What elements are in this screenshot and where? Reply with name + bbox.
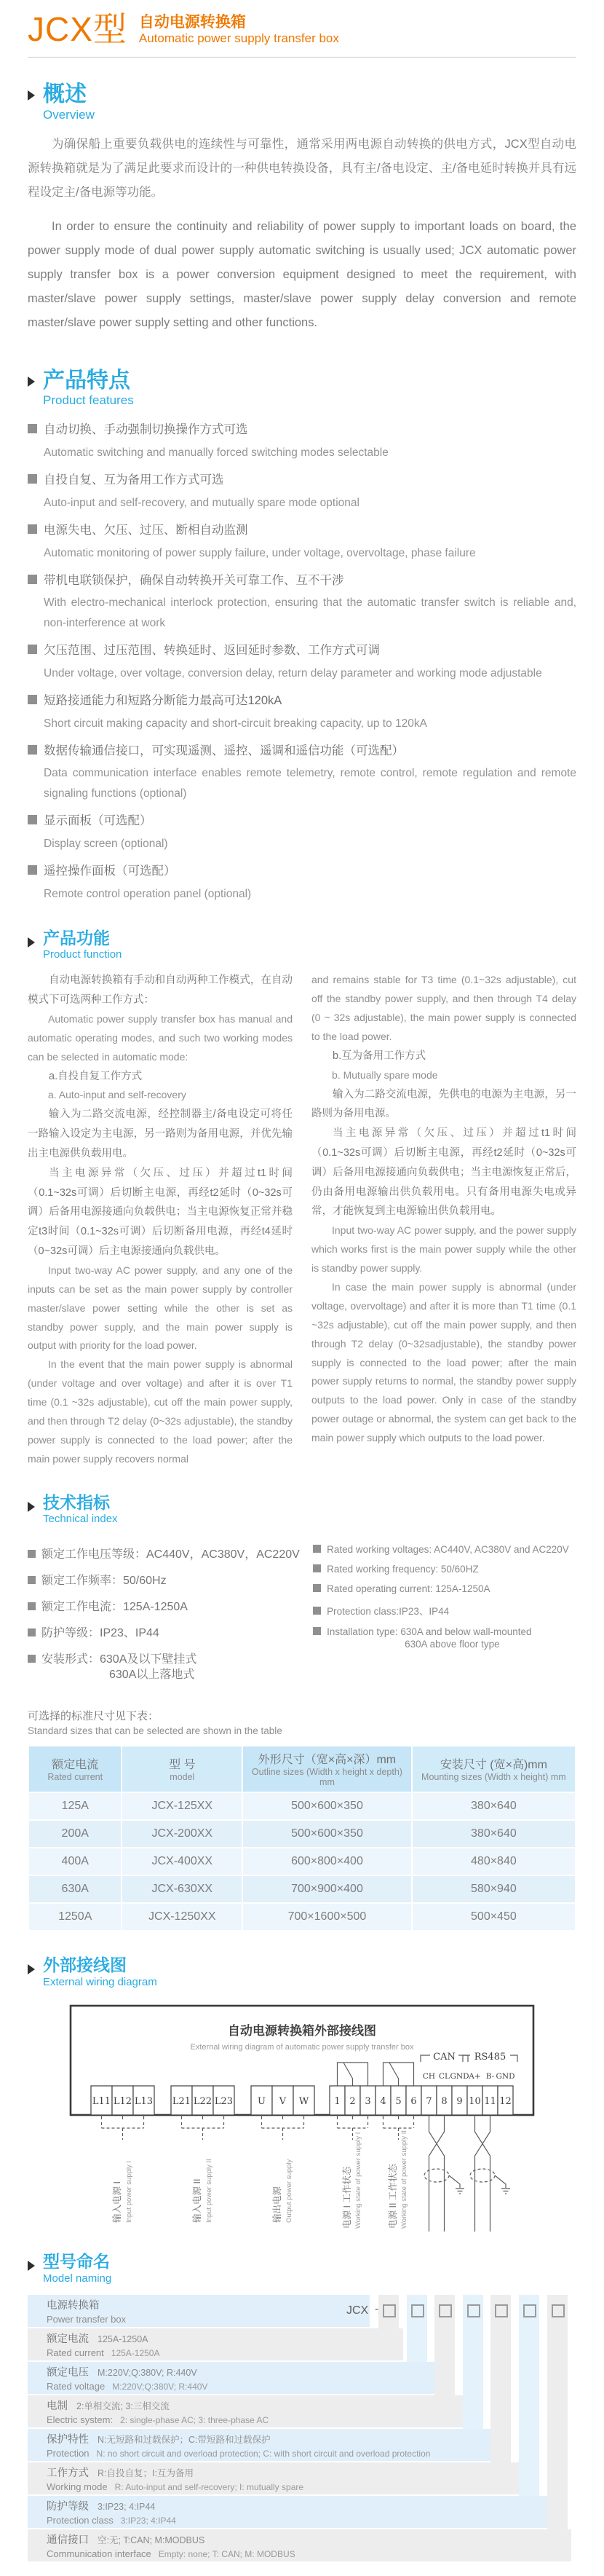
square-bullet-icon bbox=[313, 1607, 321, 1615]
tech-item bbox=[28, 1650, 313, 1684]
naming-zh-desc: 125A-1250A bbox=[98, 2333, 148, 2344]
feature-en: Under voltage, over voltage, conversion delay, return delay parameter and working mode adjustable bbox=[44, 667, 542, 680]
square-bullet-icon bbox=[28, 474, 37, 484]
table-cell: 600×800×400 bbox=[243, 1848, 411, 1875]
naming-en-desc: N: no short circuit and overload protection; C: with short circuit and overload protection bbox=[96, 2448, 431, 2459]
tech-text-line2: 630A above floor type bbox=[405, 1639, 500, 1650]
table-cell: 480×840 bbox=[413, 1848, 575, 1875]
table-intro-en: Standard sizes that can be selected are shown in the table bbox=[28, 1725, 282, 1737]
terminal: 11 bbox=[484, 2096, 496, 2108]
naming-zh-label: 电制 bbox=[47, 2400, 68, 2412]
section-marker-icon bbox=[28, 1502, 35, 1512]
diagram-title-en: External wiring diagram of automatic power supply transfer box bbox=[190, 2043, 414, 2052]
terminal: 6 bbox=[410, 2096, 417, 2108]
page-header bbox=[28, 12, 576, 47]
table-row bbox=[29, 1793, 575, 1819]
section-marker-icon bbox=[28, 2261, 35, 2271]
naming-row bbox=[28, 2295, 370, 2327]
tech-text: 额定工作频率：50/60Hz bbox=[41, 1575, 167, 1588]
table-cell: JCX-125XX bbox=[122, 1793, 242, 1819]
table-cell: 500×450 bbox=[413, 1904, 575, 1930]
group-label-en: Working state of power supply I bbox=[354, 2132, 362, 2229]
naming-en-label: Power transfer box bbox=[47, 2313, 127, 2325]
terminal: V bbox=[279, 2096, 287, 2108]
section-title-en: Product features bbox=[43, 393, 134, 408]
section-title-zh: 产品特点 bbox=[43, 368, 130, 393]
function-paragraph: a.自投自复工作方式 bbox=[49, 1070, 143, 1082]
naming-zh-label: 工作方式 bbox=[47, 2467, 89, 2479]
feature-en: Remote control operation panel (optional) bbox=[44, 887, 252, 900]
naming-en-desc: 3:IP23; 4:IP44 bbox=[120, 2515, 176, 2526]
group-label-en: Input power supply I bbox=[125, 2161, 133, 2224]
function-paragraph: 当主电源异常（欠压、过压）并超过t1时间（0.1~32s可调）后切断主电源，再经t2延时（0~32s可调）后备用电源接通向负载供电；当主电源恢复正常后，仍由备用电源输出供负载用电。只有备用电源失电或异常，才能恢复到主电源输出供负载用电。 bbox=[311, 1127, 576, 1218]
tech-text: 额定工作电压等级：AC440V，AC380V，AC220V bbox=[41, 1548, 300, 1561]
table-cell: 380×640 bbox=[413, 1793, 575, 1819]
terminal: W bbox=[298, 2096, 309, 2108]
tech-text: Installation type: 630A and below wall-mounted bbox=[327, 1626, 532, 1638]
group-label-en: Working state of power supply II bbox=[400, 2130, 408, 2229]
terminal: L23 bbox=[214, 2096, 234, 2108]
feature-en: Auto-input and self-recovery, and mutually spare mode optional bbox=[44, 497, 359, 509]
section-title-en: Technical index bbox=[43, 1513, 118, 1526]
function-paragraph: 当主电源异常（欠压、过压）并超过t1时间（0.1~32s可调）后切断主电源，再经t2延时（0~32s可调）后备用电源接通向负载供电；当主电源恢复正常并稳定t3时间（0.1~32s可调）后切断备用电源，再经t4延时（0~32s可调）后主电源接通向负载供电。 bbox=[28, 1167, 293, 1258]
table-cell: 200A bbox=[29, 1821, 121, 1847]
tech-index bbox=[28, 1535, 576, 1693]
square-bullet-icon bbox=[28, 1550, 36, 1558]
square-bullet-icon bbox=[28, 424, 37, 433]
terminal: 9 bbox=[456, 2096, 463, 2108]
feature-item bbox=[28, 468, 576, 513]
table-cell: JCX-400XX bbox=[122, 1848, 242, 1875]
model-naming-diagram bbox=[28, 2295, 576, 2566]
feature-zh: 自动切换、手动强制切换操作方式可选 bbox=[44, 423, 248, 437]
table-cell: JCX-1250XX bbox=[122, 1904, 242, 1930]
feature-en: Short circuit making capacity and short-circuit breaking capacity, up to 120kA bbox=[44, 717, 427, 730]
feature-en: Automatic monitoring of power supply failure, under voltage, overvoltage, phase failure bbox=[44, 546, 476, 559]
square-bullet-icon bbox=[28, 1602, 36, 1610]
tech-item bbox=[28, 1545, 313, 1561]
terminal: 7 bbox=[426, 2096, 432, 2108]
feature-en: With electro-mechanical interlock protection, ensuring that the automatic transfer switch is reliable and, non-interference at work bbox=[44, 596, 576, 630]
square-bullet-icon bbox=[28, 815, 37, 824]
product-title-en: Automatic power supply transfer box bbox=[138, 31, 339, 46]
function-paragraph: b. Mutually spare mode bbox=[332, 1068, 438, 1081]
naming-en-label: Working mode bbox=[47, 2481, 108, 2492]
model-code-box bbox=[467, 2304, 480, 2317]
naming-zh-desc: R:自投自复；I:互为备用 bbox=[98, 2467, 194, 2478]
square-bullet-icon bbox=[28, 1576, 36, 1584]
naming-zh-desc: M:220V;Q:380V; R:440V bbox=[98, 2367, 197, 2378]
feature-item bbox=[28, 739, 576, 805]
terminal: L21 bbox=[172, 2096, 191, 2108]
naming-zh-label: 防护等级 bbox=[47, 2500, 89, 2513]
function-paragraph: a. Auto-input and self-recovery bbox=[48, 1089, 186, 1101]
can-twisted-pair bbox=[424, 2115, 464, 2232]
section-title-zh: 产品功能 bbox=[43, 928, 110, 948]
standard-sizes-table bbox=[28, 1745, 576, 1931]
feature-list bbox=[28, 418, 576, 904]
function-paragraph: In case the main power supply is abnormal (under voltage, overvoltage) and after it is more than T1 time (0.1 ~32s adjustable), cut off the main power supply, and then through T2 delay (0~32sadjustable), the standby power supply is connected to the load power; after the main power supply returns to normal, the standby power supply outputs to the load power. Only in case of the standby power outage or abnormal, the system can get back to the main power supply which outputs to the load power. bbox=[311, 1280, 576, 1444]
table-cell: 580×940 bbox=[413, 1876, 575, 1902]
naming-row bbox=[28, 2496, 547, 2528]
table-intro-zh: 可选择的标准尺寸见下表： bbox=[28, 1710, 159, 1723]
square-bullet-icon bbox=[28, 695, 37, 704]
function-column-right bbox=[311, 971, 576, 1468]
group-label-zh: 电源 I 工作状态 bbox=[342, 2166, 352, 2229]
terminal: 1 bbox=[334, 2096, 341, 2108]
tech-item bbox=[313, 1583, 576, 1594]
header-en: Rated current bbox=[47, 1772, 103, 1783]
ground-symbol bbox=[449, 2175, 464, 2194]
feature-item bbox=[28, 519, 576, 564]
table-header-cell bbox=[122, 1746, 242, 1792]
section-marker-icon bbox=[28, 1964, 35, 1974]
pin-label: B- bbox=[485, 2072, 495, 2081]
header-divider bbox=[28, 57, 576, 58]
feature-zh: 遥控操作面板（可选配） bbox=[44, 864, 176, 878]
header-en: Outline sizes (Width x height x depth) mm bbox=[251, 1767, 402, 1788]
diagram-title-zh: 自动电源转换箱外部接线图 bbox=[228, 2024, 376, 2039]
table-header-cell bbox=[413, 1746, 575, 1792]
section-function-head bbox=[28, 929, 576, 961]
model-prefix: JCX bbox=[346, 2304, 369, 2317]
header-en: model bbox=[170, 1772, 195, 1783]
square-bullet-icon bbox=[313, 1564, 321, 1572]
feature-zh: 欠压范围、过压范围、转换延时、返回延时参数、工作方式可调 bbox=[44, 644, 380, 658]
table-cell: 400A bbox=[29, 1848, 121, 1875]
tech-item bbox=[28, 1597, 313, 1614]
table-cell: 500×600×350 bbox=[243, 1793, 411, 1819]
naming-zh-label: 保护特性 bbox=[47, 2433, 89, 2446]
section-marker-icon bbox=[28, 377, 35, 387]
feature-item bbox=[28, 569, 576, 634]
function-paragraph: Automatic power supply transfer box has manual and automatic operating modes, and such two working modes can be selected in automatic mode: bbox=[28, 1012, 293, 1063]
feature-item bbox=[28, 859, 576, 905]
tech-text: Rated operating current: 125A-1250A bbox=[327, 1583, 490, 1595]
section-marker-icon bbox=[28, 937, 35, 948]
square-bullet-icon bbox=[313, 1545, 321, 1553]
tech-item bbox=[313, 1564, 576, 1575]
section-wiring-head bbox=[28, 1956, 576, 1988]
feature-en: Automatic switching and manually forced switching modes selectable bbox=[44, 446, 389, 460]
naming-en-label: Communication interface bbox=[47, 2548, 151, 2559]
table-header-cell bbox=[29, 1746, 121, 1792]
header-zh: 型 号 bbox=[169, 1759, 196, 1772]
naming-row bbox=[28, 2462, 519, 2494]
feature-zh: 短路接通能力和短路分断能力最高可达120kA bbox=[44, 693, 282, 707]
naming-row bbox=[28, 2529, 571, 2561]
product-title-block bbox=[139, 12, 339, 47]
function-paragraph: Input two-way AC power supply, and the power supply which works first is the main power supply while the other is standby power supply. bbox=[311, 1224, 576, 1275]
table-cell: 700×1600×500 bbox=[243, 1904, 411, 1930]
pin-label: CH bbox=[422, 2072, 436, 2081]
terminal: L12 bbox=[113, 2096, 132, 2108]
terminal: 12 bbox=[499, 2096, 512, 2108]
model-code-box bbox=[523, 2304, 536, 2317]
section-title-en: Product function bbox=[43, 948, 122, 961]
table-cell: 1250A bbox=[29, 1904, 121, 1930]
feature-item bbox=[28, 639, 576, 684]
group-label-zh: 输入电源 II bbox=[192, 2178, 202, 2224]
overview-paragraph-en: In order to ensure the continuity and reliability of power supply to important loads on board, the power supply mode of dual power supply automatic switching is usually used; JCX automatic power supply transfer box is a power conversion equipment designed to meet the requirement, with master/slave power supply settings, master/slave power supply delay conversion and remote master/slave power supply setting and other functions. bbox=[28, 219, 576, 329]
naming-en-desc: 2: single-phase AC; 3: three-phase AC bbox=[120, 2414, 269, 2425]
tech-text: 额定工作电流：125A-1250A bbox=[41, 1601, 188, 1614]
rs485-label: RS485 bbox=[474, 2052, 506, 2063]
model-dash: - bbox=[375, 2302, 379, 2315]
square-bullet-icon bbox=[313, 1627, 321, 1635]
function-columns bbox=[28, 971, 576, 1468]
tech-item bbox=[313, 1603, 576, 1618]
naming-zh-desc: N:无短路和过载保护；C:带短路和过载保护 bbox=[98, 2434, 271, 2445]
ground-symbol bbox=[495, 2175, 510, 2194]
table-row bbox=[29, 1876, 575, 1902]
naming-en-label: Protection class bbox=[47, 2514, 114, 2526]
code-column bbox=[547, 2295, 568, 2561]
feature-zh: 电源失电、欠压、过压、断相自动监测 bbox=[44, 523, 248, 537]
group-label-zh: 电源 II 工作状态 bbox=[388, 2164, 398, 2229]
table-row bbox=[29, 1821, 575, 1847]
tech-text: Protection class:IP23、IP44 bbox=[327, 1606, 450, 1618]
feature-zh: 数据传输通信接口，可实现遥测、遥控、遥调和遥信功能（可选配） bbox=[44, 744, 404, 757]
square-bullet-icon bbox=[28, 575, 37, 584]
section-overview-head bbox=[28, 82, 576, 122]
feature-item bbox=[28, 809, 576, 854]
function-paragraph: In the event that the main power supply is abnormal (under voltage and over voltage) and after it is over T1 time (0.1 ~32s adjustable), cut off the main power supply, and then through T2 delay (0~32s adjustable), the standby power supply is connected to the load power; after the main power supply recovers normal bbox=[28, 1358, 293, 1465]
feature-item bbox=[28, 689, 576, 734]
naming-zh-label: 额定电压 bbox=[47, 2366, 89, 2379]
function-paragraph: and remains stable for T3 time (0.1~32s adjustable), cut off the standby power supply, and then through T4 delay (0 ~ 32s adjustable), the main power supply is connected to the load power. bbox=[311, 974, 576, 1043]
function-paragraph: 输入为二路交流电源，先供电的电源为主电源，另一路则为备用电源。 bbox=[311, 1088, 576, 1120]
tech-text-line2: 630A以上落地式 bbox=[109, 1669, 195, 1682]
function-paragraph: 输入为二路交流电源，经控制器主/备电设定可将任一路输入设定为主电源，另一路则为备用电源，并优先输出主电源供负载用电。 bbox=[28, 1108, 293, 1159]
model-code-box bbox=[552, 2304, 565, 2317]
naming-row bbox=[28, 2395, 463, 2427]
tech-column-zh bbox=[28, 1535, 313, 1693]
terminal: L13 bbox=[134, 2096, 154, 2108]
overview-paragraph-zh: 为确保船上重要负载供电的连续性与可靠性，通常采用两电源自动转换的供电方式，JCX型自动电源转换箱就是为了满足此要求而设计的一种供电转换设备，具有主/备电设定、主/备电延时转换并具有远程设定主/备电源等功能。 bbox=[28, 137, 576, 199]
square-bullet-icon bbox=[28, 1628, 36, 1636]
pin-label: GND bbox=[496, 2072, 515, 2081]
tech-text: Rated working voltages: AC440V, AC380V and AC220V bbox=[327, 1544, 569, 1556]
terminal: 4 bbox=[380, 2096, 386, 2108]
product-model: JCX型 bbox=[28, 10, 127, 48]
terminal: 8 bbox=[441, 2096, 448, 2108]
feature-zh: 带机电联锁保护，确保自动转换开关可靠工作、互不干涉 bbox=[44, 573, 344, 587]
terminal: 5 bbox=[395, 2096, 402, 2108]
terminal: L22 bbox=[193, 2096, 212, 2108]
group-label-en: Output power supply bbox=[285, 2159, 293, 2224]
table-cell: 630A bbox=[29, 1876, 121, 1902]
table-row bbox=[29, 1848, 575, 1875]
feature-en: Display screen (optional) bbox=[44, 838, 168, 850]
rs485-twisted-pair bbox=[470, 2115, 510, 2232]
tech-text: 安装形式：630A及以下壁挂式 bbox=[41, 1653, 197, 1666]
product-title-zh: 自动电源转换箱 bbox=[138, 14, 246, 31]
model-code-box bbox=[411, 2304, 424, 2317]
naming-row bbox=[28, 2328, 403, 2360]
naming-en-desc: M:220V;Q:380V; R:440V bbox=[112, 2381, 208, 2392]
section-title-zh: 型号命名 bbox=[43, 2252, 110, 2272]
square-bullet-icon bbox=[28, 524, 37, 534]
model-code-box bbox=[495, 2304, 508, 2317]
square-bullet-icon bbox=[313, 1584, 321, 1592]
feature-zh: 自投自复、互为备用工作方式可选 bbox=[44, 473, 224, 487]
tech-item bbox=[28, 1623, 313, 1640]
tech-column-en bbox=[313, 1535, 576, 1693]
terminal: L11 bbox=[92, 2096, 111, 2108]
table-cell: 500×600×350 bbox=[243, 1821, 411, 1847]
naming-zh-label: 通信接口 bbox=[47, 2534, 89, 2546]
model-code-box bbox=[439, 2304, 452, 2317]
code-column bbox=[519, 2295, 539, 2528]
naming-zh-label: 电源转换箱 bbox=[47, 2299, 100, 2312]
section-title-zh: 技术指标 bbox=[43, 1492, 110, 1512]
table-row bbox=[29, 1904, 575, 1930]
feature-item bbox=[28, 418, 576, 463]
section-title-en: Model naming bbox=[43, 2272, 112, 2285]
table-cell: JCX-630XX bbox=[122, 1876, 242, 1902]
terminal: 2 bbox=[349, 2096, 356, 2108]
function-column-left bbox=[28, 971, 293, 1468]
naming-en-desc: R: Auto-input and self-recovery; I: mutually spare bbox=[114, 2481, 304, 2492]
naming-en-label: Rated current bbox=[47, 2347, 104, 2358]
feature-zh: 显示面板（可选配） bbox=[44, 814, 152, 828]
pin-label: CL bbox=[438, 2072, 450, 2081]
section-title-en: Overview bbox=[43, 107, 95, 122]
square-bullet-icon bbox=[28, 745, 37, 755]
table-cell: JCX-200XX bbox=[122, 1821, 242, 1847]
tech-item bbox=[313, 1544, 576, 1555]
tech-item bbox=[313, 1626, 576, 1652]
naming-en-label: Protection bbox=[47, 2447, 90, 2459]
naming-en-desc: Empty: none; T: CAN; M: MODBUS bbox=[158, 2548, 295, 2559]
table-header-cell bbox=[243, 1746, 411, 1792]
function-paragraph: Input two-way AC power supply, and any one of the inputs can be set as the main power supply by controller master/slave power setting while the other is set as standby power supply, and the main power supply is output with priority for the load power. bbox=[28, 1264, 293, 1352]
terminal: 3 bbox=[365, 2096, 371, 2108]
pin-label: A+ bbox=[469, 2072, 481, 2081]
group-label-zh: 输入电源 I bbox=[112, 2181, 122, 2224]
section-marker-icon bbox=[28, 90, 35, 101]
naming-zh-label: 额定电流 bbox=[47, 2333, 89, 2345]
header-zh: 外形尺寸（宽×高×深）mm bbox=[258, 1754, 397, 1767]
group-label-zh: 输出电源 bbox=[272, 2186, 282, 2224]
group-brackets bbox=[102, 2115, 414, 2140]
naming-en-desc: 125A-1250A bbox=[111, 2347, 160, 2358]
square-bullet-icon bbox=[28, 865, 37, 875]
table-cell: 380×640 bbox=[413, 1821, 575, 1847]
naming-en-label: Electric system: bbox=[47, 2414, 114, 2425]
wiring-diagram bbox=[69, 2004, 535, 2234]
square-bullet-icon bbox=[28, 645, 37, 654]
naming-zh-desc: 2:单相交流; 3:三相交流 bbox=[76, 2400, 170, 2411]
model-code-box bbox=[383, 2304, 396, 2317]
feature-en: Data communication interface enables remote telemetry, remote control, remote regulation and remote signaling functions (optional) bbox=[44, 767, 576, 800]
naming-zh-desc: 3:IP23; 4:IP44 bbox=[98, 2501, 156, 2512]
table-cell: 700×900×400 bbox=[243, 1876, 411, 1902]
terminal-strip bbox=[91, 2086, 513, 2115]
can-label: CAN bbox=[433, 2052, 456, 2063]
header-en: Mounting sizes (Width x height) mm bbox=[421, 1772, 566, 1783]
function-paragraph: 自动电源转换箱有手动和自动两种工作模式，在自动模式下可选两种工作方式： bbox=[28, 974, 293, 1007]
function-paragraph: b.互为备用工作方式 bbox=[333, 1049, 426, 1062]
terminal: U bbox=[258, 2096, 266, 2108]
naming-en-label: Rated voltage bbox=[47, 2380, 106, 2392]
section-naming-head bbox=[28, 2253, 576, 2285]
naming-row bbox=[28, 2362, 434, 2394]
section-title-zh: 概述 bbox=[43, 82, 87, 107]
header-zh: 额定电流 bbox=[52, 1759, 99, 1772]
tech-text: 防护等级：IP23、IP44 bbox=[41, 1627, 159, 1640]
table-header-row bbox=[29, 1746, 575, 1792]
table-cell: 125A bbox=[29, 1793, 121, 1819]
square-bullet-icon bbox=[28, 1655, 36, 1663]
naming-row bbox=[28, 2429, 490, 2461]
section-title-en: External wiring diagram bbox=[43, 1976, 157, 1989]
group-label-en: Input power supply II bbox=[205, 2159, 213, 2224]
tech-item bbox=[28, 1571, 313, 1588]
section-title-zh: 外部接线图 bbox=[43, 1955, 127, 1975]
tech-text: Rated working frequency: 50/60HZ bbox=[327, 1564, 479, 1575]
section-tech-head bbox=[28, 1494, 576, 1526]
pin-label: GND bbox=[450, 2072, 469, 2081]
header-zh: 安装尺寸 (宽×高)mm bbox=[440, 1759, 547, 1772]
section-features-head bbox=[28, 369, 576, 409]
terminal: 10 bbox=[469, 2096, 481, 2108]
naming-zh-desc: 空:无; T:CAN; M:MODBUS bbox=[98, 2534, 205, 2545]
